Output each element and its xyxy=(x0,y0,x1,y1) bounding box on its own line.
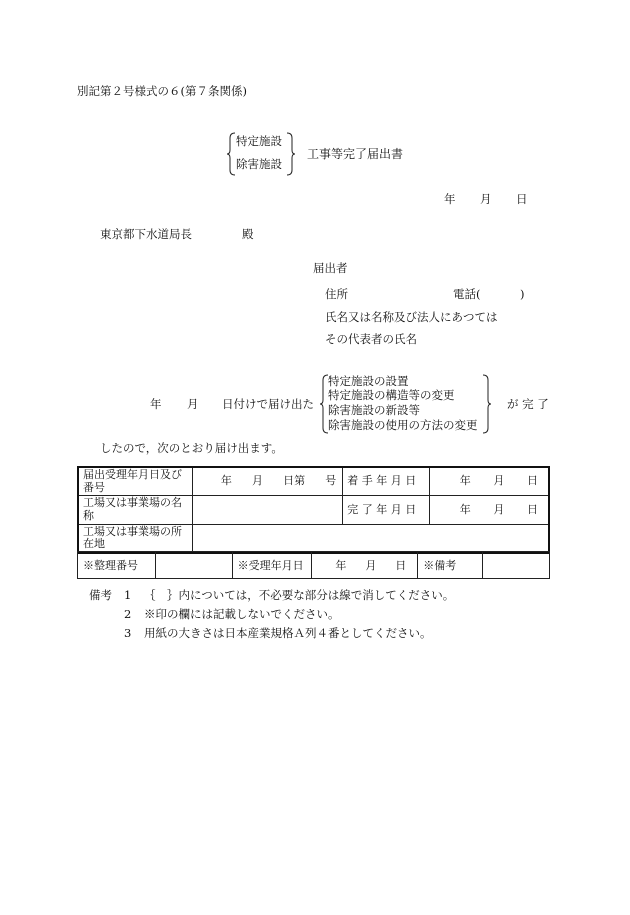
date-day: 日 xyxy=(516,192,528,206)
received-date-label: ※受理年月日 xyxy=(232,552,312,579)
completion-table xyxy=(77,466,550,554)
notes-label: 備考 xyxy=(89,588,112,602)
received-year: 年 xyxy=(335,559,347,572)
applicant-phone-close: ) xyxy=(520,287,525,301)
notice-suffix: が 完 了 xyxy=(507,397,549,411)
row1-number: 号 xyxy=(325,474,337,488)
right-brace xyxy=(286,132,296,176)
remarks-field[interactable] xyxy=(483,552,550,579)
notice-option-2: 特定施設の構造等の変更 xyxy=(328,388,455,402)
row2-label: 工場又は事業場の名称 xyxy=(78,496,192,524)
row1-label: 届出受理年月日及び番号 xyxy=(78,467,192,496)
received-day: 日 xyxy=(395,559,407,572)
notice-option-4: 除害施設の使用の方法の変更 xyxy=(328,418,478,432)
finish-date-field[interactable] xyxy=(429,496,549,524)
notice-option-3: 除害施設の新設等 xyxy=(328,403,420,417)
notice-month: 月 xyxy=(187,397,199,411)
received-month: 月 xyxy=(365,559,377,572)
row1-year: 年 xyxy=(220,474,232,488)
finish-year: 年 xyxy=(459,502,471,516)
date-month: 月 xyxy=(480,192,492,206)
title-option-specified-facility: 特定施設 xyxy=(236,134,282,148)
notice-option-1: 特定施設の設置 xyxy=(328,374,409,388)
row1-date-number-field[interactable] xyxy=(192,467,342,496)
notice-continuation: したので，次のとおり届け出ます。 xyxy=(100,441,283,455)
table-row xyxy=(78,524,549,553)
table-row xyxy=(78,496,549,524)
remarks-label: ※備考 xyxy=(418,552,483,579)
note-2-number: 2 xyxy=(124,607,132,621)
received-date-field[interactable] xyxy=(312,552,418,579)
table-row xyxy=(78,552,550,579)
applicant-address-label: 住所 xyxy=(325,287,348,301)
start-month: 月 xyxy=(493,474,505,488)
ref-number-field[interactable] xyxy=(155,552,232,579)
office-use-table xyxy=(77,551,550,579)
finish-date-label: 完 了 年 月 日 xyxy=(343,496,430,524)
date-year: 年 xyxy=(444,192,456,206)
start-date-field[interactable] xyxy=(429,467,549,496)
note-2-text: ※印の欄には記載しないでください。 xyxy=(144,607,340,621)
addressee-name: 東京都下水道局長 xyxy=(100,227,192,241)
finish-day: 日 xyxy=(526,502,538,516)
row3-label: 工場又は事業場の所在地 xyxy=(78,524,192,553)
title-option-treatment-facility: 除害施設 xyxy=(236,157,282,171)
row1-month: 月 xyxy=(251,474,263,488)
applicant-name-line1: 氏名又は名称及び法人にあつては xyxy=(325,310,498,324)
note-1-number: 1 xyxy=(124,588,132,602)
form-reference: 別記第２号様式の６(第７条関係) xyxy=(77,84,247,98)
note-3-text: 用紙の大きさは日本産業規格Ａ列４番としてください。 xyxy=(144,626,432,640)
facility-location-field[interactable] xyxy=(192,524,549,553)
table-row xyxy=(78,467,549,496)
finish-month: 月 xyxy=(493,502,505,516)
applicant-name-line2: その代表者の氏名 xyxy=(325,332,417,346)
row1-day: 日第 xyxy=(283,474,306,488)
start-day: 日 xyxy=(526,474,538,488)
notice-right-brace xyxy=(482,374,492,434)
note-1-text: ｛ ｝内については，不必要な部分は線で消してください。 xyxy=(144,588,455,602)
start-date-label: 着 手 年 月 日 xyxy=(343,467,430,496)
addressee-honorific: 殿 xyxy=(242,227,254,241)
document-title: 工事等完了届出書 xyxy=(307,147,404,161)
left-brace xyxy=(226,132,236,176)
notice-date-prefix: 日付けで届け出た xyxy=(222,397,314,411)
note-3-number: 3 xyxy=(124,626,132,640)
notice-year: 年 xyxy=(150,397,162,411)
facility-name-field[interactable] xyxy=(192,496,342,524)
start-year: 年 xyxy=(459,474,471,488)
ref-number-label: ※整理番号 xyxy=(78,552,156,579)
applicant-label: 届出者 xyxy=(313,261,348,275)
applicant-phone-label: 電話( xyxy=(453,287,481,301)
